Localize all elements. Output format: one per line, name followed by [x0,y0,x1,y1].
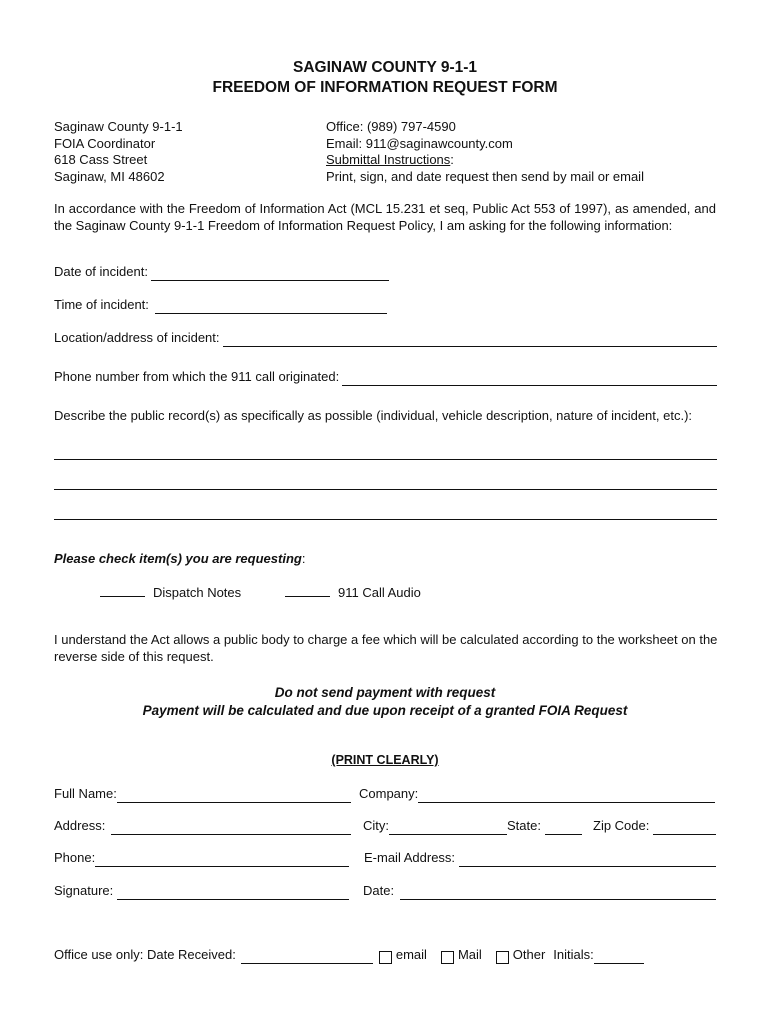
email-address-line[interactable] [459,853,716,867]
phone-label: Phone: [54,850,96,865]
submittal-instructions: Print, sign, and date request then send by mail or email [326,168,644,184]
email-address-label: E-mail Address: [364,850,456,865]
email-option-label: email [395,947,427,962]
state-label: State: [507,818,541,833]
date-received-line[interactable] [241,950,373,964]
full-name-line[interactable] [117,789,351,803]
address-line: Saginaw, MI 48602 [54,168,165,184]
signature-field[interactable] [54,883,349,900]
dispatch-notes-check-line[interactable] [100,583,145,597]
office-email: Email: 911@saginawcounty.com [326,135,513,151]
time-of-incident-field[interactable] [54,297,387,314]
state-line[interactable] [545,821,582,835]
call-audio-label: 911 Call Audio [338,585,421,600]
date-field[interactable] [363,883,716,900]
city-label: City: [363,818,389,833]
mail-checkbox[interactable] [441,951,454,964]
submittal-instructions-heading [326,152,644,169]
describe-records-line[interactable] [54,459,717,460]
submittal-colon: : [450,152,454,167]
email-address-field[interactable] [364,850,716,867]
office-use-row [54,947,644,964]
location-of-incident-line[interactable] [223,333,718,347]
form-title: SAGINAW COUNTY 9-1-1 [292,59,478,76]
office-use-label: Office use only: Date Received: [54,947,236,962]
request-items-heading-text: Please check item(s) you are requesting [54,551,302,566]
describe-records-line[interactable] [54,489,717,490]
date-of-incident-label: Date of incident: [54,264,148,279]
print-clearly-heading: (PRINT CLEARLY) [331,753,439,767]
request-items-heading-colon: : [301,551,306,566]
location-of-incident-label: Location/address of incident: [54,330,220,345]
date-of-incident-field[interactable] [54,264,389,281]
phone-field[interactable] [54,850,349,867]
originating-phone-line[interactable] [342,372,717,386]
date-line[interactable] [400,886,716,900]
signature-label: Signature: [54,883,114,898]
zip-code-field[interactable] [593,818,716,835]
agency-address [54,119,183,185]
address-line: FOIA Coordinator [54,135,156,151]
time-of-incident-label: Time of incident: [54,297,149,312]
submittal-label: Submittal Instructions [326,152,451,167]
agency-contact [326,119,644,185]
other-checkbox[interactable] [496,951,509,964]
dispatch-notes-option[interactable] [100,583,241,602]
company-label: Company: [359,786,419,801]
describe-records-line[interactable] [54,519,717,520]
dispatch-notes-label: Dispatch Notes [153,585,242,600]
initials-label: Initials: [553,947,594,962]
phone-line[interactable] [95,853,349,867]
address-line: 618 Cass Street [54,152,148,167]
form-subtitle: FREEDOM OF INFORMATION REQUEST FORM [212,79,558,96]
signature-line[interactable] [117,886,349,900]
email-checkbox[interactable] [379,951,392,964]
originating-phone-label: Phone number from which the 911 call originated: [54,369,340,384]
date-of-incident-line[interactable] [151,267,389,281]
address-line: Saginaw County 9-1-1 [54,119,183,134]
date-label: Date: [363,883,395,898]
time-of-incident-line[interactable] [155,300,387,314]
zip-code-line[interactable] [653,821,716,835]
city-line[interactable] [389,821,507,835]
company-field[interactable] [359,786,715,803]
fee-notice: I understand the Act allows a public body to charge a fee which will be calculated according to the worksheet on the reverse side of this request. [54,632,718,664]
originating-phone-field[interactable] [54,369,717,386]
city-field[interactable] [363,818,507,835]
mail-option-label: Mail [457,947,482,962]
office-phone: Office: (989) 797-4590 [326,119,456,134]
zip-code-label: Zip Code: [593,818,650,833]
address-line[interactable] [111,821,351,835]
call-audio-check-line[interactable] [285,583,330,597]
full-name-field[interactable] [54,786,351,803]
payment-notice-line2: Payment will be calculated and due upon receipt of a granted FOIA Request [142,703,628,718]
company-line[interactable] [418,789,715,803]
other-option-label: Other [512,947,546,962]
location-of-incident-field[interactable] [54,330,717,347]
address-field[interactable] [54,818,351,835]
full-name-label: Full Name: [54,786,117,801]
describe-records-label: Describe the public record(s) as specifically as possible (individual, vehicle description, nature of incident, etc.): [54,408,693,423]
intro-paragraph: In accordance with the Freedom of Information Act (MCL 15.231 et seq, Public Act 553 of 1997), as amended, and the Saginaw County 9-1-1 Freedom of Information Request Policy, I am asking for the following information: [54,201,716,233]
address-label: Address: [54,818,106,833]
state-field[interactable] [507,818,582,835]
request-items-heading [54,551,305,568]
call-audio-option[interactable] [285,583,421,602]
payment-notice-line1: Do not send payment with request [274,685,496,700]
initials-line[interactable] [594,950,644,964]
